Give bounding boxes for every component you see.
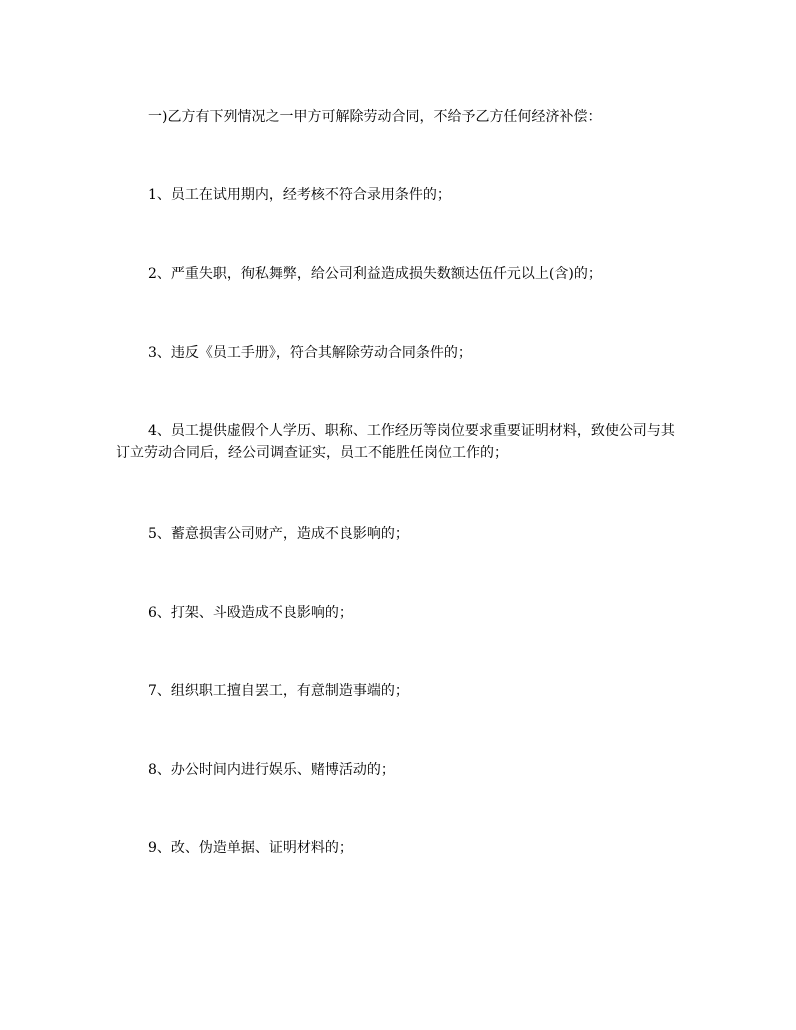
clause-6: 6、打架、斗殴造成不良影响的； bbox=[148, 605, 353, 621]
section-heading: 一)乙方有下列情况之一甲方可解除劳动合同，不给予乙方任何经济补偿： bbox=[148, 109, 602, 125]
clause-2: 2、严重失职，徇私舞弊，给公司利益造成损失数额达伍仟元以上(含)的； bbox=[148, 266, 602, 282]
clause-7: 7、组织职工擅自罢工，有意制造事端的； bbox=[148, 683, 409, 699]
clause-8: 8、办公时间内进行娱乐、赌博活动的； bbox=[148, 762, 395, 778]
clause-9: 9、改、伪造单据、证明材料的； bbox=[148, 840, 353, 856]
clause-5: 5、蓄意损害公司财产，造成不良影响的； bbox=[148, 526, 409, 542]
clause-4: 4、员工提供虚假个人学历、职称、工作经历等岗位要求重要证明材料，致使公司与其订立劳动合同后，经公司调查证实，员工不能胜任岗位工作的； bbox=[116, 423, 675, 461]
clause-3: 3、违反《员工手册》，符合其解除劳动合同条件的； bbox=[148, 345, 472, 361]
clause-1: 1、员工在试用期内，经考核不符合录用条件的； bbox=[148, 187, 451, 203]
